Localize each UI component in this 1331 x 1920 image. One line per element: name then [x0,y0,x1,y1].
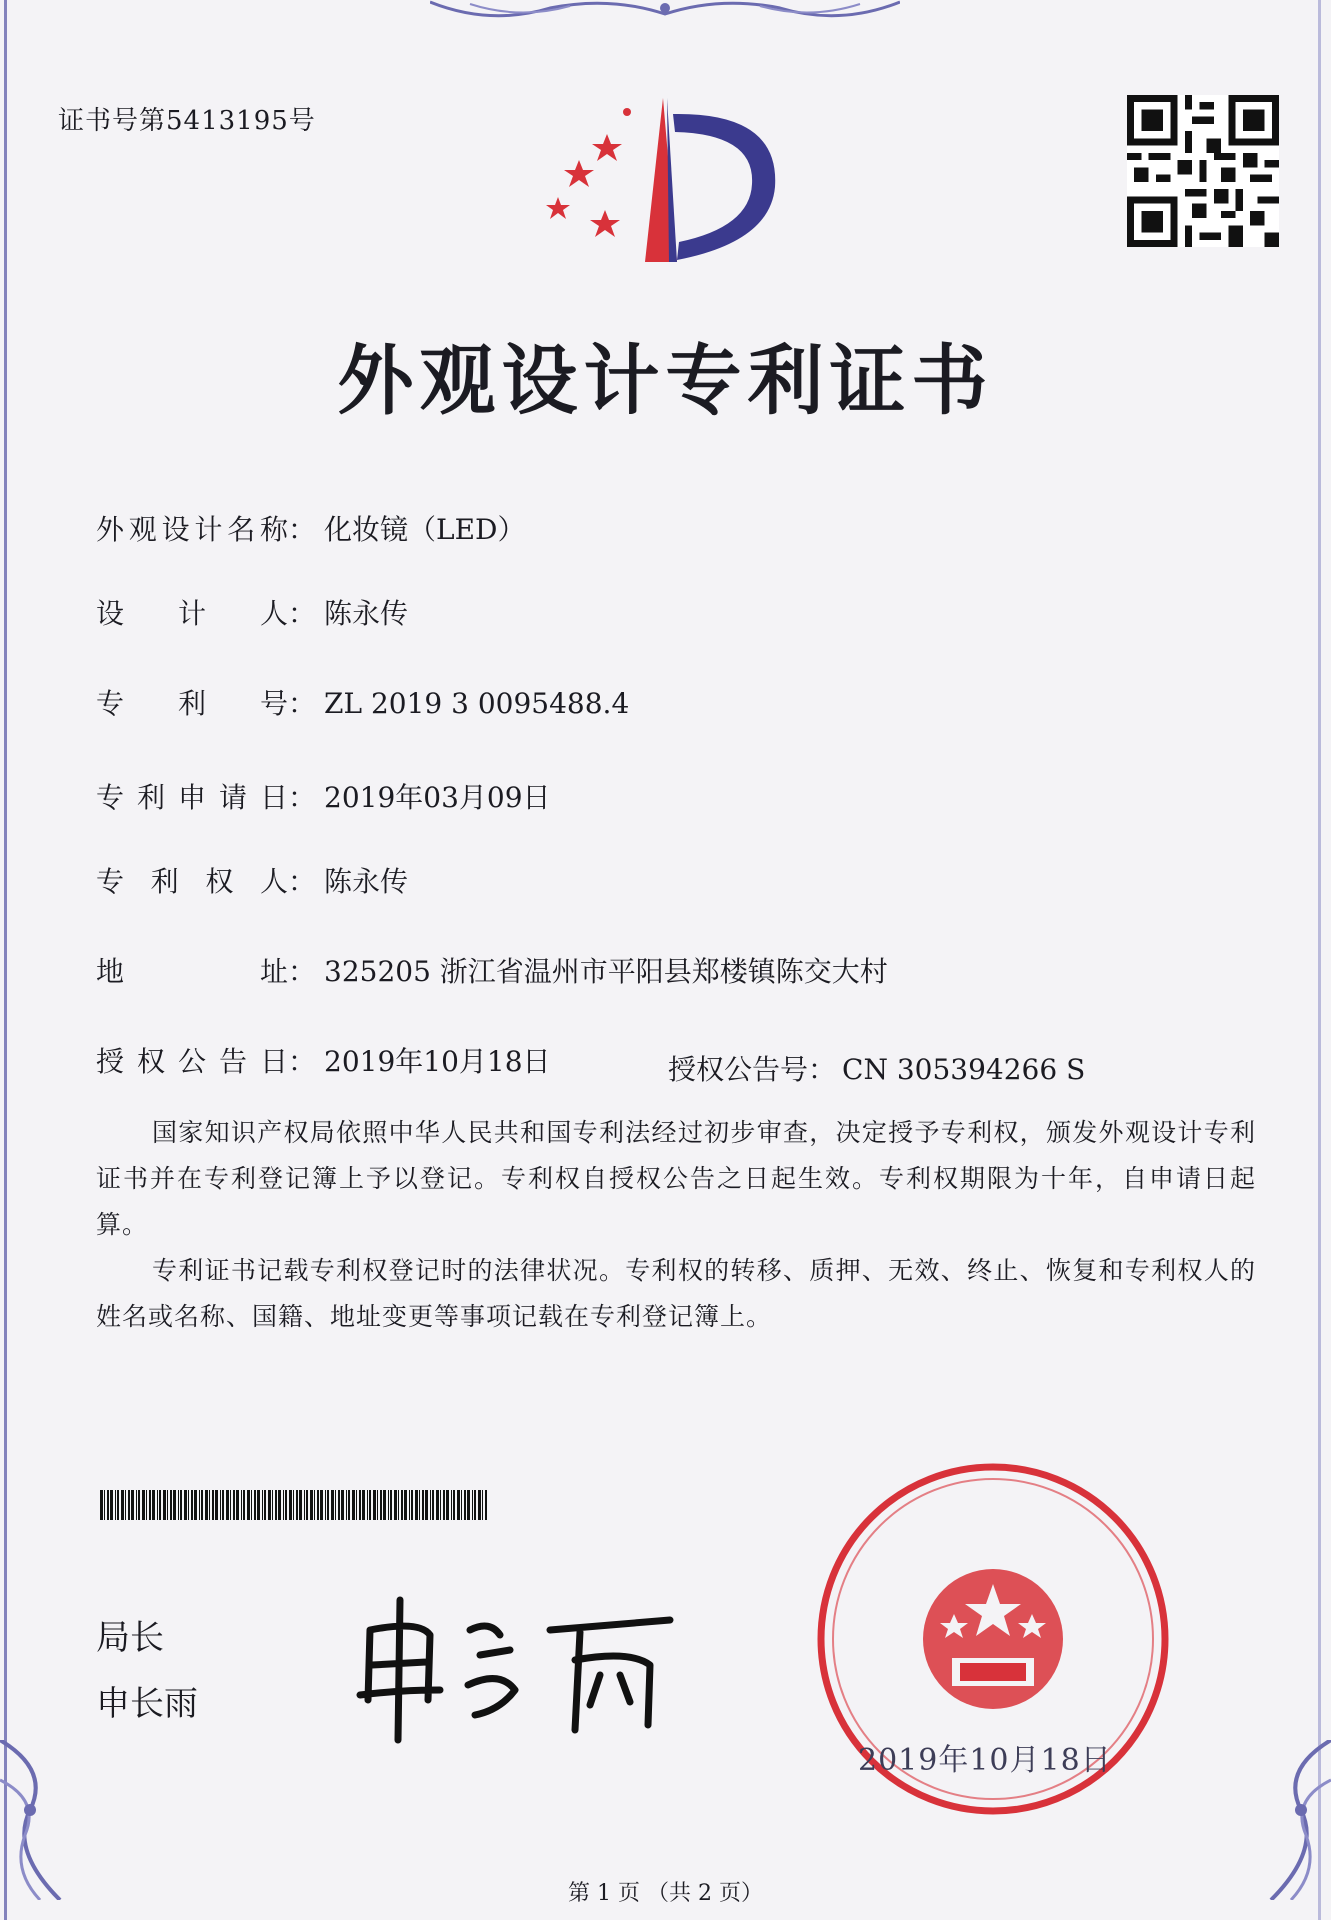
field-label: 外观设计名称 [96,513,288,546]
field-label: 授权公告日 [96,1045,288,1078]
paragraph-grant: 国家知识产权局依照中华人民共和国专利法经过初步审查，决定授予专利权，颁发外观设计专利证书并在专利登记簿上予以登记。专利权自授权公告之日起生效。专利权期限为十年，自申请日起算。 [96,1118,1256,1239]
paragraph-legal-status: 专利证书记载专利权登记时的法律状况。专利权的转移、质押、无效、终止、恢复和专利权人的姓名或名称、国籍、地址变更等事项记载在专利登记簿上。 [96,1256,1256,1331]
star-icon [564,160,594,187]
right-border [1318,0,1321,1920]
field-value: 化妆镜（LED） [324,513,526,546]
left-border [4,0,7,1920]
field-value: CN 305394266 S [842,1053,1086,1086]
field-address: 地址： 325205 浙江省温州市平阳县郑楼镇陈交大村 [96,950,888,990]
field-value: 陈永传 [324,597,409,630]
field-application-date: 专利申请日： 2019年03月09日 [96,776,551,816]
field-patentee: 专利权人： 陈永传 [96,860,408,900]
star-icon [590,210,620,237]
field-designer: 设计人： 陈永传 [96,592,408,632]
field-announcement-number: 授权公告号： CN 305394266 S [668,1053,1086,1086]
patent-office-emblem [545,92,790,272]
field-value: 325205 浙江省温州市平阳县郑楼镇陈交大村 [324,955,888,988]
field-label: 专利号 [96,687,288,720]
field-patent-number: 专利号： ZL 2019 3 0095488.4 [96,682,629,722]
pagination: 第 1 页 （共 2 页） [568,1881,763,1906]
director-signature [350,1590,680,1750]
director-name: 申长雨 [96,1684,198,1724]
field-label: 地址 [96,955,288,988]
field-value: 2019年10月18日 [324,1045,551,1078]
field-label: 专利权人 [96,865,288,898]
field-announcement-date: 授权公告日： 2019年10月18日 [96,1040,551,1080]
star-icon [546,197,570,219]
field-value: 2019年03月09日 [324,781,551,814]
field-label: 授权公告号 [668,1053,809,1086]
field-value: 陈永传 [324,865,409,898]
certificate-number: 证书号第5413195号 [58,106,316,136]
national-emblem [923,1569,1063,1709]
director-title: 局长 [96,1618,164,1658]
top-ornament [430,0,900,26]
field-label: 设计人 [96,597,288,630]
field-label: 专利申请日 [96,781,288,814]
qr-code [1122,95,1284,247]
field-design-name: 外观设计名称： 化妆镜（LED） [96,508,526,548]
star-icon [592,134,622,161]
field-value: ZL 2019 3 0095488.4 [324,687,630,720]
page-title: 外观设计专利证书 [337,336,994,425]
barcode [100,1490,490,1520]
seal-date: 2019年10月18日 [858,1743,1112,1778]
